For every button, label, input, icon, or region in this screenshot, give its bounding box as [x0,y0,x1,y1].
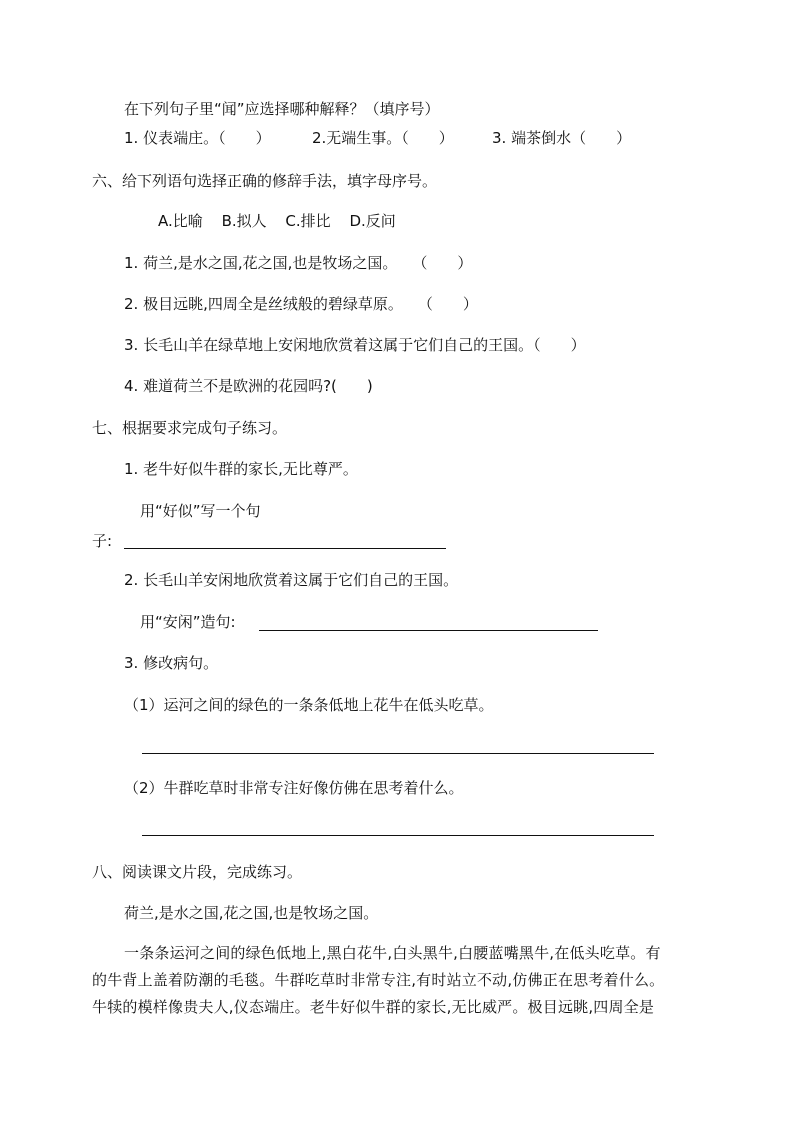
section6-item-1: 1. 荷兰,是水之国,花之国,也是牧场之国。 （ ） [124,254,473,272]
passage-line-1: 一条条运河之间的绿色低地上,黑白花牛,白头黑牛,白腰蓝嘴黑牛,在低头吃草。有 [124,944,661,962]
section7-q1: 1. 老牛好似牛群的家长,无比尊严。 [124,460,358,478]
section7-q3-2: （2）牛群吃草时非常专注好像仿佛在思考着什么。 [124,779,464,797]
section7-q1-prompt: 用“好似”写一个句 [140,502,261,520]
passage-line-2: 的牛背上盖着防潮的毛毯。牛群吃草时非常专注,有时站立不动,仿佛正在思考着什么。 [92,971,665,989]
option-b: B.拟人 [221,212,267,230]
answer-line-q2[interactable] [259,630,598,631]
q5-item-1: 1. 仪表端庄。（ ） [124,129,271,147]
section7-q3: 3. 修改病句。 [124,654,219,672]
section7-q2: 2. 长毛山羊安闲地欣赏着这属于它们自己的王国。 [124,571,459,589]
q5-item-3: 3. 端茶倒水（ ） [492,129,632,147]
q5-instruction: 在下列句子里“闻”应选择哪种解释？（填序号） [124,100,440,118]
section7-heading: 七、根据要求完成句子练习。 [92,419,288,437]
answer-line-q1[interactable] [124,548,446,549]
section8-heading: 八、阅读课文片段，完成练习。 [92,863,303,881]
section6-heading: 六、给下列语句选择正确的修辞手法，填字母序号。 [92,172,438,190]
option-d: D.反问 [349,212,396,230]
section6-item-2: 2. 极目远眺,四周全是丝绒般的碧绿草原。 （ ） [124,295,478,313]
section7-q1-prompt-cont: 子: [92,532,113,550]
q5-item-2: 2.无端生事。（ ） [312,129,454,147]
passage-paragraph-1: 荷兰,是水之国,花之国,也是牧场之国。 [124,904,379,922]
section6-options [158,211,410,231]
section7-q3-1: （1）运河之间的绿色的一条条低地上花牛在低头吃草。 [124,696,494,714]
passage-line-3: 牛犊的模样像贵夫人,仪态端庄。老牛好似牛群的家长,无比威严。极目远眺,四周全是 [92,998,655,1016]
option-c: C.排比 [285,212,331,230]
option-a: A.比喻 [158,212,203,230]
section6-item-4: 4. 难道荷兰不是欧洲的花园吗?( ) [124,377,373,395]
answer-line-q3-2[interactable] [142,835,654,836]
section7-q2-prompt: 用“安闲”造句: [140,613,236,631]
section6-item-3: 3. 长毛山羊在绿草地上安闲地欣赏着这属于它们自己的王国。（ ） [124,336,586,354]
answer-line-q3-1[interactable] [142,753,654,754]
